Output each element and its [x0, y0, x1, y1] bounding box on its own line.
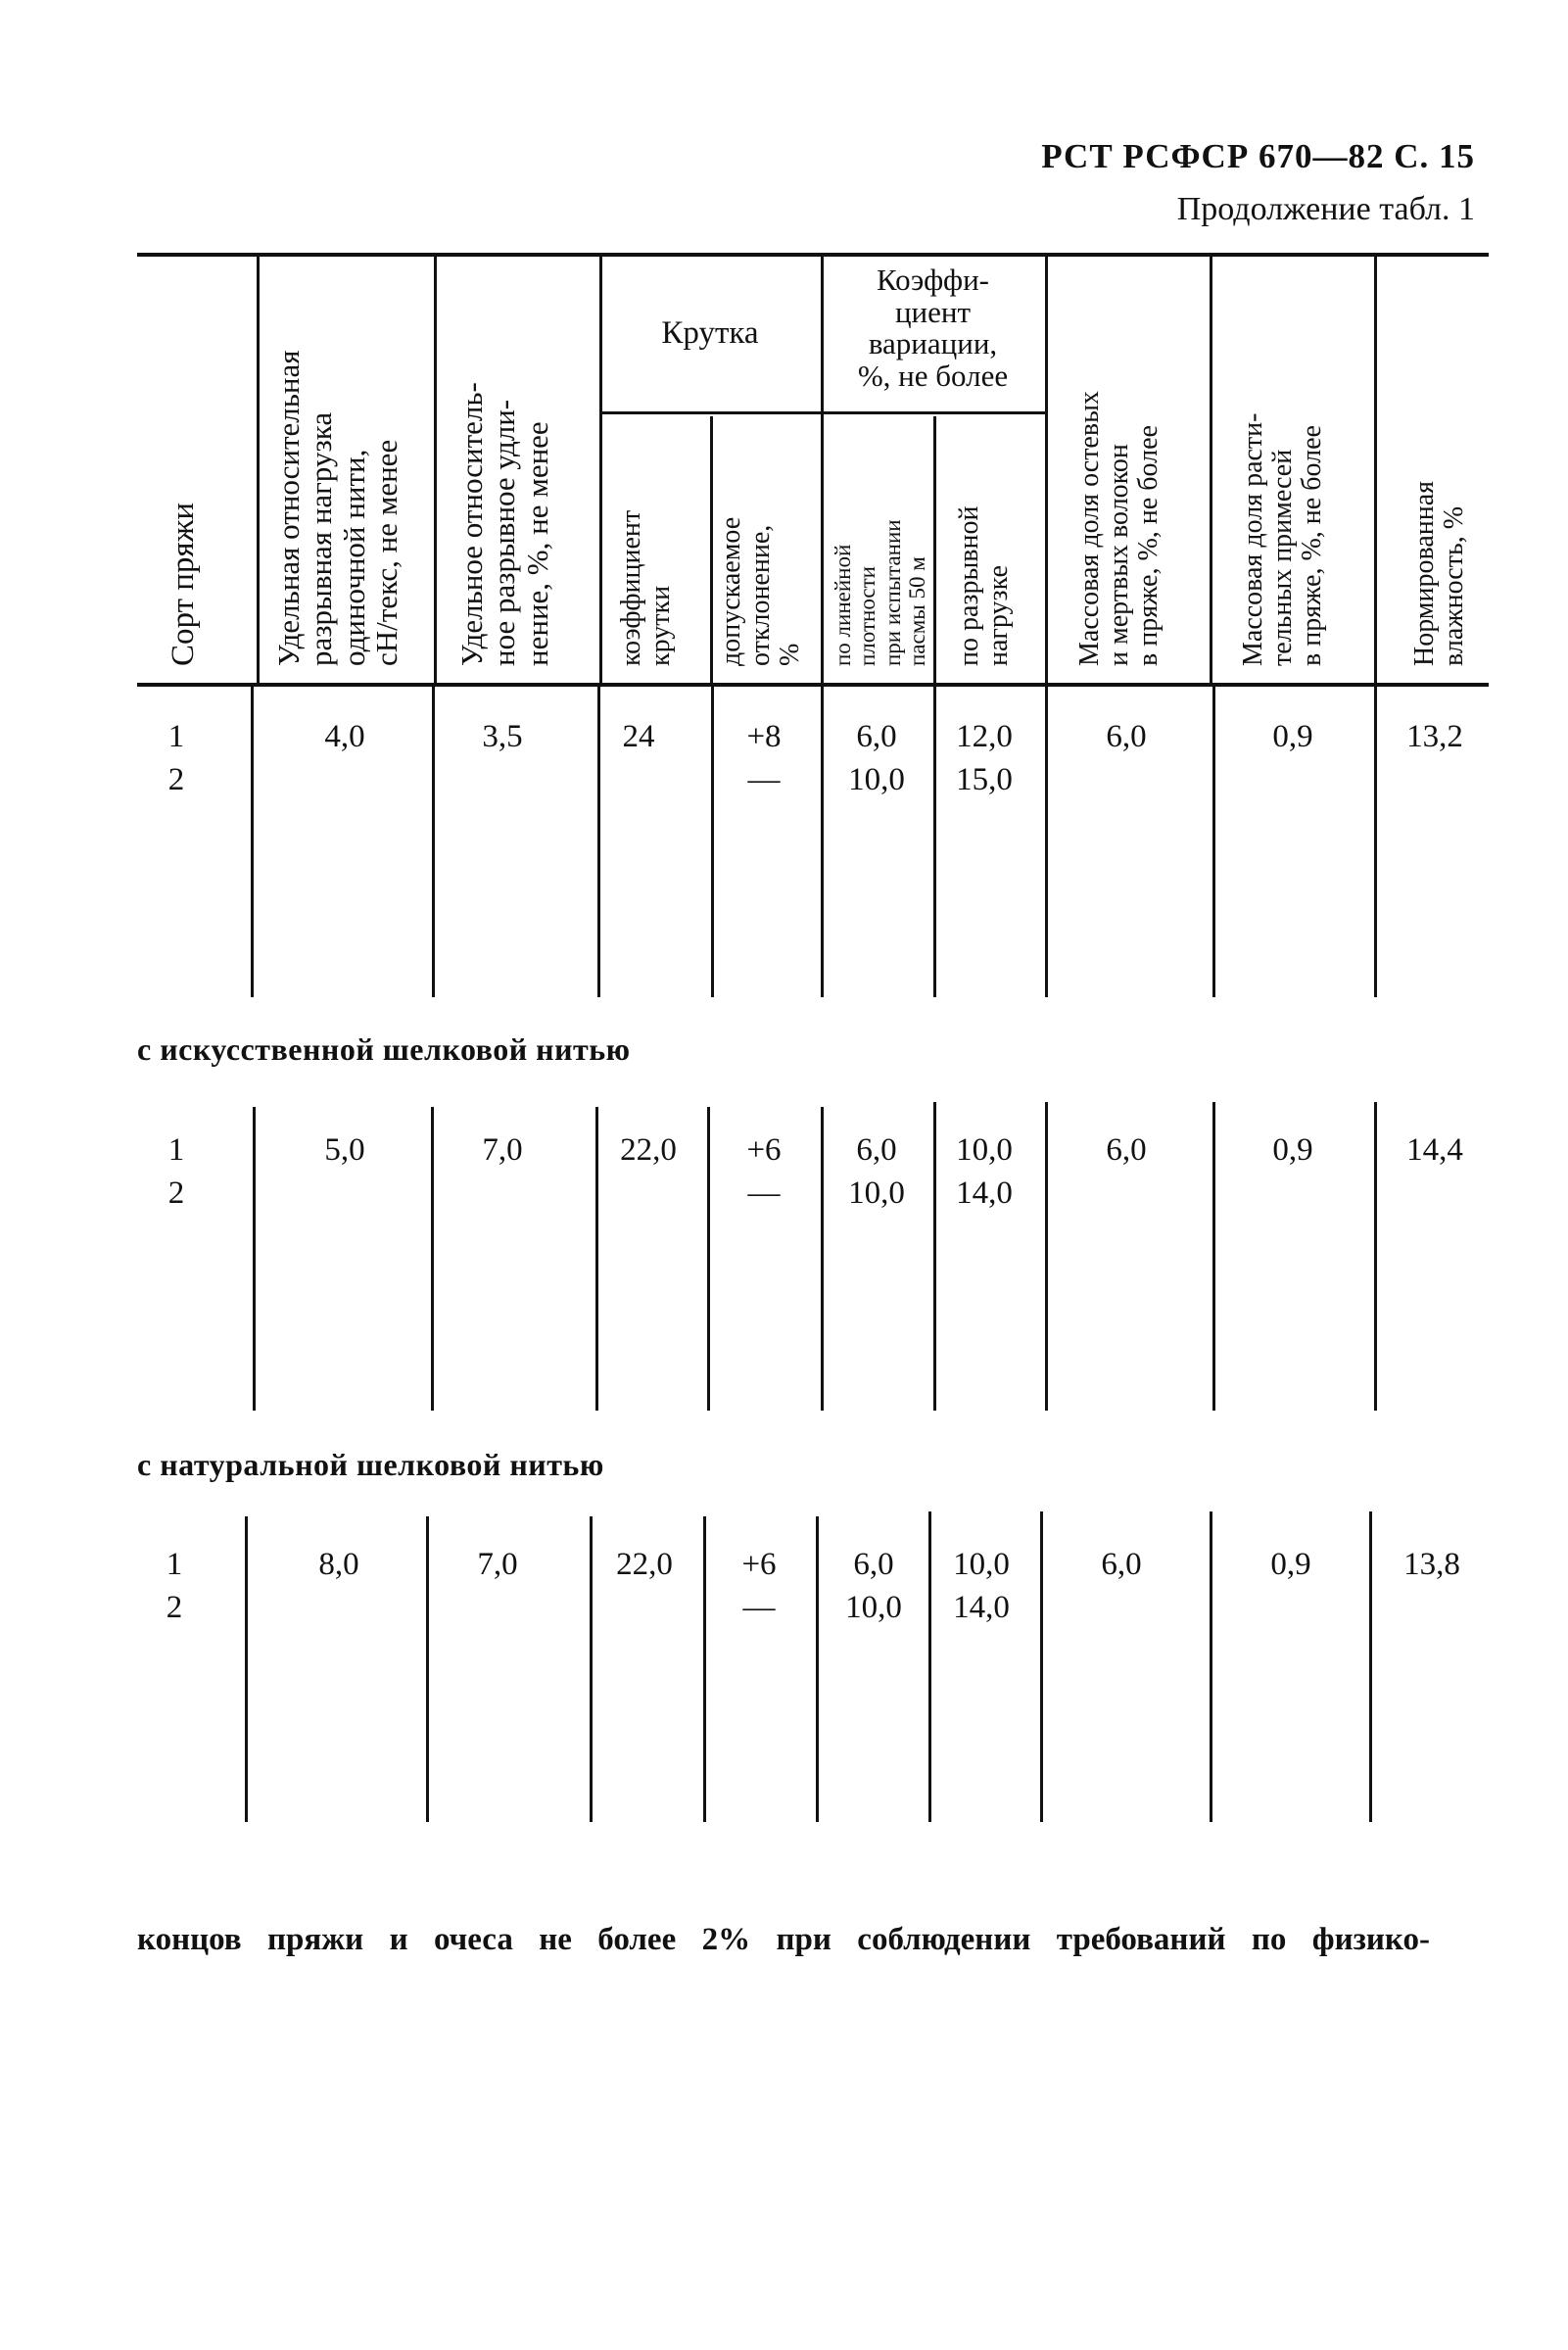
document-code: РСТ РСФСР 670—82 С. 15	[1041, 137, 1475, 175]
word: не	[539, 1922, 572, 1957]
word: соблюдении	[857, 1922, 1031, 1957]
header-cv-load: по разрывной нагрузке	[954, 505, 1015, 666]
word: 2%	[701, 1922, 751, 1957]
cell-cv-density: 6,0 10,0	[848, 719, 905, 797]
word: более	[597, 1922, 677, 1957]
word: и	[389, 1922, 408, 1957]
word: концов	[137, 1922, 242, 1957]
header-divider	[1045, 257, 1048, 683]
cell-load: 8,0	[318, 1547, 359, 1582]
cv-subrule	[821, 411, 1045, 414]
cell-elongation: 3,5	[482, 719, 523, 754]
header-load: Удельная относительная разрывная нагрузка одиночной нити, сН/текс, не менее	[271, 350, 404, 666]
word: очеса	[433, 1922, 513, 1957]
cell-plant-impurities: 0,9	[1272, 719, 1313, 754]
top-rule	[137, 253, 1489, 257]
header-bottom-rule	[137, 683, 1489, 687]
header-cv: Коэффи- циент вариации, %, не более	[857, 263, 1009, 393]
cell-moisture: 13,8	[1403, 1547, 1460, 1582]
word: при	[776, 1922, 832, 1957]
section-title: с натуральной шелковой нитью	[137, 1447, 604, 1482]
cell-twist-deviation: +6 —	[741, 1547, 777, 1625]
cell-elongation: 7,0	[482, 1132, 523, 1168]
cell-plant-impurities: 0,9	[1270, 1547, 1311, 1582]
header-dead-fibers: Массовая доля остевых и мертвых волокон в пряже, %, не более	[1074, 391, 1164, 666]
header-moisture: Нормированная влажность, %	[1409, 480, 1470, 666]
header-divider	[434, 257, 437, 683]
header-elongation: Удельное относитель- ное разрывное удли- нение, %, не менее	[454, 382, 554, 666]
header-divider	[710, 416, 713, 683]
cell-twist-coefficient: 24	[622, 719, 655, 754]
cell-twist-coefficient: 22,0	[616, 1547, 673, 1582]
cell-plant-impurities: 0,9	[1272, 1132, 1313, 1168]
column-divider	[711, 686, 714, 997]
section-title: с искусственной шелковой нитью	[137, 1031, 631, 1067]
body-text-line	[137, 1922, 1430, 1958]
word: требований	[1056, 1922, 1226, 1957]
column-divider	[251, 686, 254, 997]
cell-elongation: 7,0	[477, 1547, 518, 1582]
cell-dead-fibers: 6,0	[1106, 1132, 1147, 1168]
column-divider	[245, 1516, 248, 1822]
cell-cv-load: 12,0 15,0	[956, 719, 1013, 797]
word: физико-	[1311, 1922, 1430, 1957]
column-divider	[816, 1516, 819, 1822]
cell-moisture: 14,4	[1406, 1132, 1463, 1168]
header-divider	[257, 257, 260, 683]
column-divider	[253, 1107, 256, 1411]
cell-twist-coefficient: 22,0	[620, 1132, 677, 1168]
word: пряжи	[267, 1922, 364, 1957]
column-divider	[1369, 1511, 1372, 1822]
column-divider	[821, 686, 824, 997]
cell-cv-density: 6,0 10,0	[845, 1547, 902, 1625]
column-divider	[590, 1516, 593, 1822]
cell-dead-fibers: 6,0	[1106, 719, 1147, 754]
cell-cv-load: 10,0 14,0	[953, 1547, 1010, 1625]
cell-load: 4,0	[324, 719, 365, 754]
header-divider	[1374, 257, 1377, 683]
table-continuation-label: Продолжение табл. 1	[1176, 191, 1475, 227]
header-twist-deviation: допускаемое отклонение, %	[716, 516, 806, 666]
cell-cv-density: 6,0 10,0	[848, 1132, 905, 1211]
word: по	[1251, 1922, 1287, 1957]
header-cv-density: по линейной плотности при испытании пасмы 50 м	[831, 519, 929, 666]
column-divider	[703, 1516, 706, 1822]
column-divider	[1040, 1511, 1043, 1822]
header-sort: Сорт пряжи	[166, 502, 201, 666]
cell-cv-load: 10,0 14,0	[956, 1132, 1013, 1211]
cell-twist-deviation: +8 —	[746, 719, 782, 797]
column-divider	[595, 1107, 598, 1411]
header-divider	[1210, 257, 1212, 683]
header-twist: Крутка	[661, 315, 759, 351]
column-divider	[707, 1107, 710, 1411]
column-divider	[1045, 1102, 1048, 1411]
cell-sort: 1 2	[166, 1547, 183, 1625]
column-divider	[1045, 686, 1048, 997]
cell-load: 5,0	[324, 1132, 365, 1168]
column-divider	[928, 1511, 931, 1822]
column-divider	[821, 1107, 824, 1411]
cell-dead-fibers: 6,0	[1101, 1547, 1142, 1582]
cell-sort: 1 2	[167, 719, 185, 797]
twist-subrule	[599, 411, 821, 414]
header-twist-coefficient: коэффициент крутки	[616, 509, 677, 666]
header-plant-impurities: Массовая доля расти- тельных примесей в пряже, %, не более	[1238, 412, 1328, 666]
header-divider	[933, 416, 936, 683]
cell-twist-deviation: +6 —	[746, 1132, 782, 1211]
cell-sort: 1 2	[167, 1132, 185, 1211]
cell-moisture: 13,2	[1406, 719, 1463, 754]
